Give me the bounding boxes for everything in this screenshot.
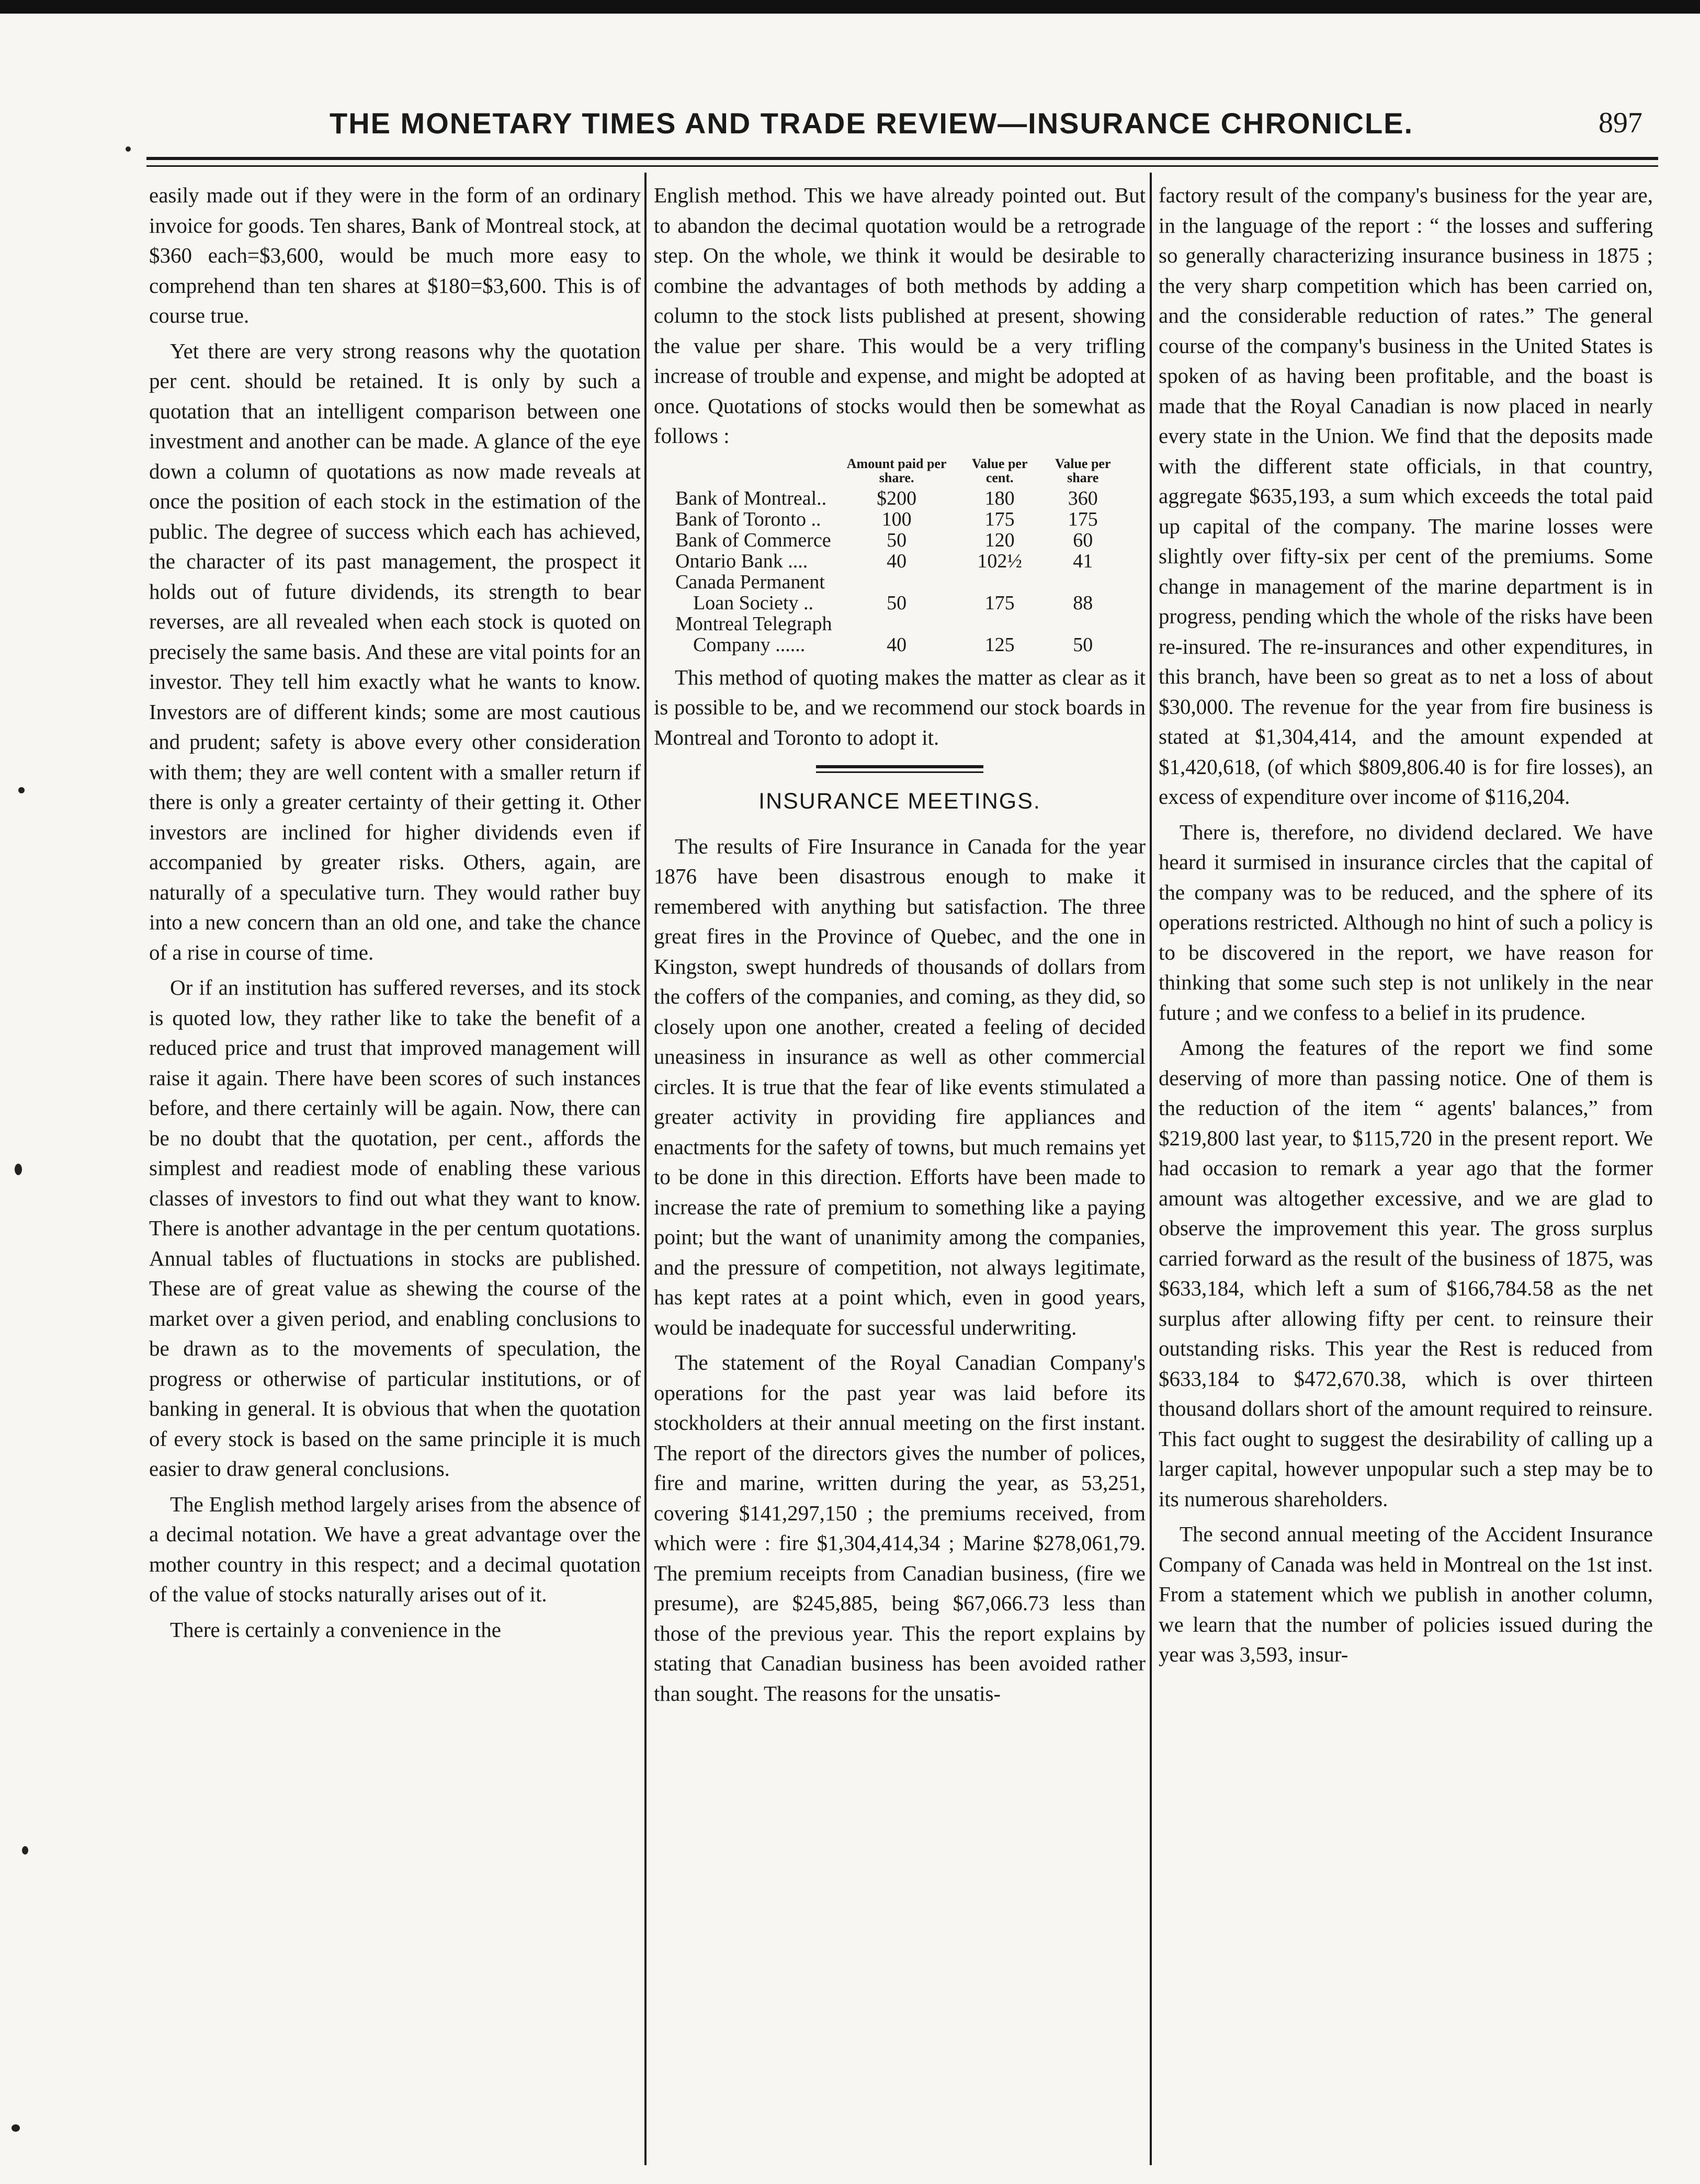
table-cell: $200 [877, 487, 917, 509]
table-cell: Canada Permanent [675, 571, 825, 593]
col2-paragraph-2: This method of quoting makes the matter as clear as it is possible to be, and we recommend our stock boards in Montreal and Toronto to adopt it. [654, 665, 1146, 749]
table-row [672, 551, 1125, 572]
col2-paragraph-4: The statement of the Royal Canadian Company's operations for the past year was laid before its stockholders at their annual meeting on the first instant. The report of the directors gives the number of polices, fire and marine, written during the year, as 53,251, covering $141,297,150 ; the premiums received, from which were : fire $1,304,414,34 ; Marine $278,061,79. The premium receipts from Canadian business, (fire we presume), are $245,885, being $67,066.73 less than those of the previous year. This the report explains by stating that Canadian business has been avoided rather than sought. The reasons for the unsatis- [654, 1350, 1146, 1705]
table-row [672, 530, 1125, 551]
scan-speck [126, 146, 131, 152]
table-cell: 175 [984, 592, 1015, 614]
table-cell [958, 572, 1041, 593]
section-heading: INSURANCE MEETINGS. [758, 789, 1041, 814]
table-cell: Bank of Toronto .. [675, 508, 821, 530]
scan-speck [18, 787, 25, 793]
table-cell: 175 [1068, 508, 1098, 530]
col3-paragraph-2: There is, therefore, no dividend declared. We have heard it surmised in insurance circles that the capital of the company was to be reduced, and the sphere of its operations restricted. Although no hint of such a policy is to be discovered in the report, we have reason for thinking that some such step is not unlikely in the near future ; and we confess to a belief in its prudence. [1159, 820, 1653, 1025]
page-header [157, 102, 1663, 149]
table-cell [1041, 613, 1125, 634]
table-row [672, 634, 1125, 655]
table-cell: 88 [1073, 592, 1093, 614]
table-cell: Bank of Commerce [675, 529, 831, 551]
scan-speck [12, 2124, 20, 2132]
column-3 [1159, 180, 1653, 2163]
column-rule-1 [644, 173, 647, 2165]
table-cell: 50 [1073, 633, 1093, 656]
table-header-cell: Value per cent. [971, 456, 1028, 485]
col1-paragraph-2: Yet there are very strong reasons why the quotation per cent. should be retained. It is only by such a quotation that an intelligent comparison between one investment and another can be made. A glance of the eye down a column of quotations as now made reveals at once the position of each stock in the estimation of the public. The degree of success which each has achieved, the character of its past management, the prospect it holds out of future dividends, its strength to bear reverses, are all revealed when each stock is quoted on precisely the same basis. And these are vital points for an investor. They tell him exactly what he wants to know. Investors are of different kinds; some are most cautious and prudent; safety is above every other consideration with them; they are well content with a smaller return if there is only a greater certainty of their getting it. Other investors are inclined for higher dividends even if accompanied by greater risks. Others, again, are naturally of a speculative turn. They would rather buy into a new concern than an old one, and take the chance of a rise in course of time. [149, 338, 641, 964]
table-header-cell [672, 457, 835, 488]
col1-paragraph-5: There is certainly a convenience in the [170, 1617, 501, 1642]
col2-paragraph-3: The results of Fire Insurance in Canada for the year 1876 have been disastrous enough to make it remembered with anything but satisfaction. The three great fires in the Province of Quebec, and the one in Kingston, swept hundreds of thousands of dollars from the coffers of the companies, and coming, as they did, so closely upon one another, created a feeling of decided uneasiness in insurance as well as other commercial circles. It is true that the fear of like events stimulated a greater activity in providing fire appliances and enactments for the safety of towns, but much remains yet to be done in this direction. Efforts have been made to increase the rate of premium to something like a paying point; but the want of unanimity among the companies, and the pressure of competition, not always legitimate, has kept rates at a point which, even in good years, would be inadequate for successful underwriting. [654, 834, 1146, 1339]
page-title: THE MONETARY TIMES AND TRADE REVIEW—INSURANCE CHRONICLE. [330, 107, 1414, 140]
table-cell: 50 [887, 592, 907, 614]
table-cell: 125 [984, 633, 1015, 656]
table-cell: 40 [887, 633, 907, 656]
table-cell: 360 [1068, 487, 1098, 509]
scan-top-edge [0, 0, 1700, 14]
table-header-cell: Amount paid per share. [846, 456, 947, 485]
stock-quotation-table [672, 457, 1125, 655]
col3-paragraph-4: The second annual meeting of the Accident Insurance Company of Canada was held in Montreal on the 1st inst. From a statement which we publish in another column, we learn that the number of policies issued during the year was 3,593, insur- [1159, 1522, 1653, 1666]
table-cell: 175 [984, 508, 1015, 530]
col1-paragraph-3: Or if an institution has suffered reverses, and its stock is quoted low, they rather like to take the benefit of a reduced price and trust that improved management will raise it again. There have been scores of such instances before, and there certainly will be again. Now, there can be no doubt that the quotation, per cent., affords the simplest and readiest mode of enabling these various classes of investors to find out what they want to know. There is another advantage in the per centum quotations. Annual tables of fluctuations in stocks are published. These are of great value as shewing the course of the market over a given period, and enabling conclusions to be drawn as to the movements of speculation, the progress or otherwise of particular institutions, or of banking in general. It is obvious that when the quotation of every stock is based on the same principle it is much easier to draw general conclusions. [149, 975, 641, 1481]
table-cell: Loan Society .. [693, 592, 814, 614]
table-cell: 50 [887, 529, 907, 551]
table-row [672, 572, 1125, 593]
header-rule-thick [146, 157, 1658, 160]
table-row [672, 613, 1125, 634]
table-cell: 40 [887, 550, 907, 572]
col2-paragraph-1: English method. This we have already pointed out. But to abandon the decimal quotation would be a retrograde step. On the whole, we think it would be desirable to combine the advantages of both methods by adding a column to the stock lists published at present, showing the value per share. This would be a very trifling increase of trouble and expense, and might be adopted at once. Quotations of stocks would then be somewhat as follows : [654, 183, 1146, 448]
table-cell: Company ...... [693, 633, 806, 656]
column-rule-2 [1150, 173, 1152, 2165]
scan-speck [22, 1846, 28, 1855]
table-row [672, 509, 1125, 530]
column-1 [149, 180, 641, 2163]
table-cell [1041, 572, 1125, 593]
table-cell: 120 [984, 529, 1015, 551]
table-header-cell: Value per share [1055, 456, 1111, 485]
table-cell: 180 [984, 487, 1015, 509]
col3-paragraph-1: factory result of the company's business for the year are, in the language of the report : “ the losses and suffering so generally characterizing insurance business in 1875 ; the very sharp competition which has been carried on, and the considerable reduction of rates.” The general course of the company's business in the United States is spoken of as having been profitable, and the boast is made that the Royal Canadian is now placed in nearly every state in the Union. We find that the deposits made with the different state officials, in that country, aggregate $635,193, a sum which exceeds the total paid up capital of the company. The marine losses were slightly over fifty-six per cent of the premiums. Some change in management of the marine department is in progress, pending which the whole of the risks have been re-insured. The re-insurances and other expenditures, in this branch, have been so great as to net a loss of about $30,000. The revenue for the year from fire business is stated at $1,304,414, and the amount expended at $1,420,618, (of which $809,806.40 is for fire losses), an excess of expenditure over income of $116,204. [1159, 183, 1653, 809]
section-divider [816, 765, 983, 773]
table-cell: Ontario Bank .... [675, 550, 808, 572]
col1-paragraph-1: easily made out if they were in the form of an ordinary invoice for goods. Ten shares, Bank of Montreal stock, at $360 each=$3,600, would be much more easy to comprehend than ten shares at $180=$3,600. This is of course true. [149, 183, 641, 327]
table-header-row [672, 457, 1125, 488]
col1-paragraph-4: The English method largely arises from the absence of a decimal notation. We have a great advantage over the mother country in this respect; and a decimal quotation of the value of stocks naturally arises out of it. [149, 1492, 641, 1606]
column-2 [654, 180, 1146, 2163]
table-cell [835, 572, 958, 593]
table-cell: Bank of Montreal.. [675, 487, 827, 509]
scan-speck [15, 1164, 22, 1175]
col3-paragraph-3: Among the features of the report we find some deserving of more than passing notice. One of them is the reduction of the item “ agents' balances,” from $219,800 last year, to $115,720 in the present report. We had occasion to remark a year ago that the former amount was altogether excessive, and we are glad to observe the improvement this year. The gross surplus carried forward as the result of the business of 1875, was $633,184, which left a sum of $166,784.58 as the net surplus after allowing fifty per cent. to reinsure their outstanding risks. This year the Rest is reduced from $633,184 to $472,670.38, which is over thirteen thousand dollars short of the amount required to reinsure. This fact ought to suggest the desirability of calling up a larger capital, however unpopular such a step may be to its numerous shareholders. [1159, 1036, 1653, 1511]
table-cell: Montreal Telegraph [675, 612, 832, 635]
table-cell: 102½ [977, 550, 1022, 572]
header-rule-thin [146, 165, 1658, 167]
table-cell: 100 [881, 508, 912, 530]
table-cell [958, 613, 1041, 634]
page-number: 897 [1599, 107, 1642, 139]
table-cell: 41 [1073, 550, 1093, 572]
table-cell [835, 613, 958, 634]
table-cell: 60 [1073, 529, 1093, 551]
table-row [672, 593, 1125, 613]
table-row [672, 488, 1125, 509]
